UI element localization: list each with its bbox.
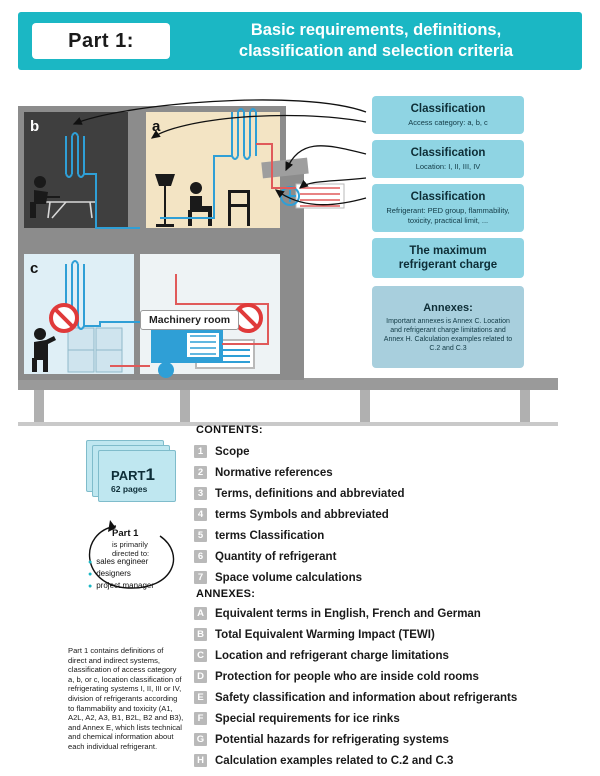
directed-sub-line2: directed to: bbox=[112, 549, 150, 558]
annex-item-letter: D bbox=[194, 670, 207, 683]
contents-item-label: Scope bbox=[215, 445, 250, 458]
callout-subtitle: Refrigerant: PED group, flammability, toxicity, practical limit, ... bbox=[386, 206, 510, 225]
annex-item-f[interactable] bbox=[194, 709, 400, 728]
audience-list bbox=[88, 556, 154, 592]
annex-item-label: Total Equivalent Warming Impact (TEWI) bbox=[215, 628, 435, 641]
contents-item-7[interactable] bbox=[194, 568, 362, 587]
annex-item-c[interactable] bbox=[194, 646, 449, 665]
contents-item-number: 5 bbox=[194, 529, 207, 542]
contents-item-number: 2 bbox=[194, 466, 207, 479]
contents-item-number: 3 bbox=[194, 487, 207, 500]
room-tag-b: b bbox=[30, 118, 40, 135]
no-entry-sign-left bbox=[51, 305, 77, 331]
callout-title: Classification bbox=[410, 147, 486, 159]
directed-to-title: Part 1 bbox=[112, 528, 139, 539]
page-title bbox=[180, 20, 572, 62]
contents-item-number: 1 bbox=[194, 445, 207, 458]
contents-item-3[interactable] bbox=[194, 484, 405, 503]
annex-item-h[interactable] bbox=[194, 751, 453, 770]
callout-title: Annexes: bbox=[423, 302, 473, 314]
annex-item-label: Potential hazards for refrigerating systems bbox=[215, 733, 449, 746]
annex-item-letter: H bbox=[194, 754, 207, 767]
contents-heading: CONTENTS: bbox=[196, 424, 263, 436]
page-title-line2: classification and selection criteria bbox=[238, 42, 514, 60]
part-description-paragraph: Part 1 contains definitions of direct and indirect systems, classification of access category a, b, or c, location classification of refrigerating systems I, II, III or IV, division of refrigerants according to flammability and toxicity (A1, A2L, A2, A3, B1, B2L, B2 and B3), and Annex E, which lists technical and chemical information about each individual refrigerant. bbox=[68, 646, 184, 751]
callout-title: The maximum refrigerant charge bbox=[398, 245, 498, 271]
callout-classification-access bbox=[372, 96, 524, 134]
contents-item-6[interactable] bbox=[194, 547, 336, 566]
contents-item-1[interactable] bbox=[194, 442, 250, 461]
annex-item-letter: C bbox=[194, 649, 207, 662]
annex-item-label: Location and refrigerant charge limitations bbox=[215, 649, 449, 662]
annex-item-g[interactable] bbox=[194, 730, 449, 749]
annex-item-label: Equivalent terms in English, French and German bbox=[215, 607, 481, 620]
callout-classification-refrigerant bbox=[372, 184, 524, 232]
annex-item-label: Protection for people who are inside cold rooms bbox=[215, 670, 479, 683]
annex-item-letter: E bbox=[194, 691, 207, 704]
stack-sheet-front bbox=[98, 450, 176, 502]
part-label-box bbox=[32, 23, 170, 59]
callout-max-refrigerant-charge bbox=[372, 238, 524, 278]
part-pages: 62 pages bbox=[111, 484, 148, 494]
annex-item-label: Safety classification and information about refrigerants bbox=[215, 691, 518, 704]
directed-sub-line1: is primarily bbox=[112, 540, 148, 549]
room-tag-c: c bbox=[30, 260, 39, 277]
callout-subtitle: Location: I, II, III, IV bbox=[415, 162, 481, 171]
part-label: Part 1: bbox=[68, 30, 134, 52]
annex-item-e[interactable] bbox=[194, 688, 517, 707]
page-header bbox=[18, 12, 582, 70]
contents-item-4[interactable] bbox=[194, 505, 389, 524]
audience-item: ● project manager bbox=[88, 580, 154, 592]
callout-annexes bbox=[372, 286, 524, 368]
part-badge-word: PART bbox=[111, 468, 146, 483]
callout-classification-location bbox=[372, 140, 524, 178]
annex-item-label: Special requirements for ice rinks bbox=[215, 712, 400, 725]
contents-item-2[interactable] bbox=[194, 463, 333, 482]
contents-item-5[interactable] bbox=[194, 526, 324, 545]
annex-item-label: Calculation examples related to C.2 and C.3 bbox=[215, 754, 454, 767]
callout-subtitle: Access category: a, b, c bbox=[408, 118, 488, 127]
page-title-line1: Basic requirements, definitions, bbox=[250, 21, 502, 39]
callout-title: Classification bbox=[410, 191, 486, 203]
building-diagram bbox=[0, 78, 600, 428]
contents-item-label: Normative references bbox=[215, 466, 333, 479]
contents-item-number: 7 bbox=[194, 571, 207, 584]
contents-item-label: Space volume calculations bbox=[215, 571, 363, 584]
annex-item-b[interactable] bbox=[194, 625, 435, 644]
audience-item: ● sales engineer bbox=[88, 556, 154, 568]
contents-item-label: Quantity of refrigerant bbox=[215, 550, 337, 563]
room-tag-a: a bbox=[152, 118, 161, 135]
callout-title: Classification bbox=[410, 103, 486, 115]
annex-item-a[interactable] bbox=[194, 604, 481, 623]
annex-item-letter: B bbox=[194, 628, 207, 641]
annex-item-letter: G bbox=[194, 733, 207, 746]
annex-item-d[interactable] bbox=[194, 667, 479, 686]
contents-item-label: terms Classification bbox=[215, 529, 325, 542]
contents-item-number: 4 bbox=[194, 508, 207, 521]
annex-item-letter: F bbox=[194, 712, 207, 725]
contents-item-label: terms Symbols and abbreviated bbox=[215, 508, 389, 521]
contents-item-number: 6 bbox=[194, 550, 207, 563]
annexes-heading: ANNEXES: bbox=[196, 588, 256, 600]
part-document-stack bbox=[86, 440, 174, 502]
part-badge bbox=[111, 465, 155, 485]
part-badge-number: 1 bbox=[145, 465, 155, 484]
audience-item: ● designers bbox=[88, 568, 154, 580]
contents-item-label: Terms, definitions and abbreviated bbox=[215, 487, 405, 500]
machinery-room-label: Machinery room bbox=[140, 310, 239, 330]
callout-subtitle: Important annexes is Annex C. Location and refrigerant charge limitations and Annex H. Calculation examples related to C.2 and C.3 bbox=[383, 318, 513, 352]
annex-item-letter: A bbox=[194, 607, 207, 620]
